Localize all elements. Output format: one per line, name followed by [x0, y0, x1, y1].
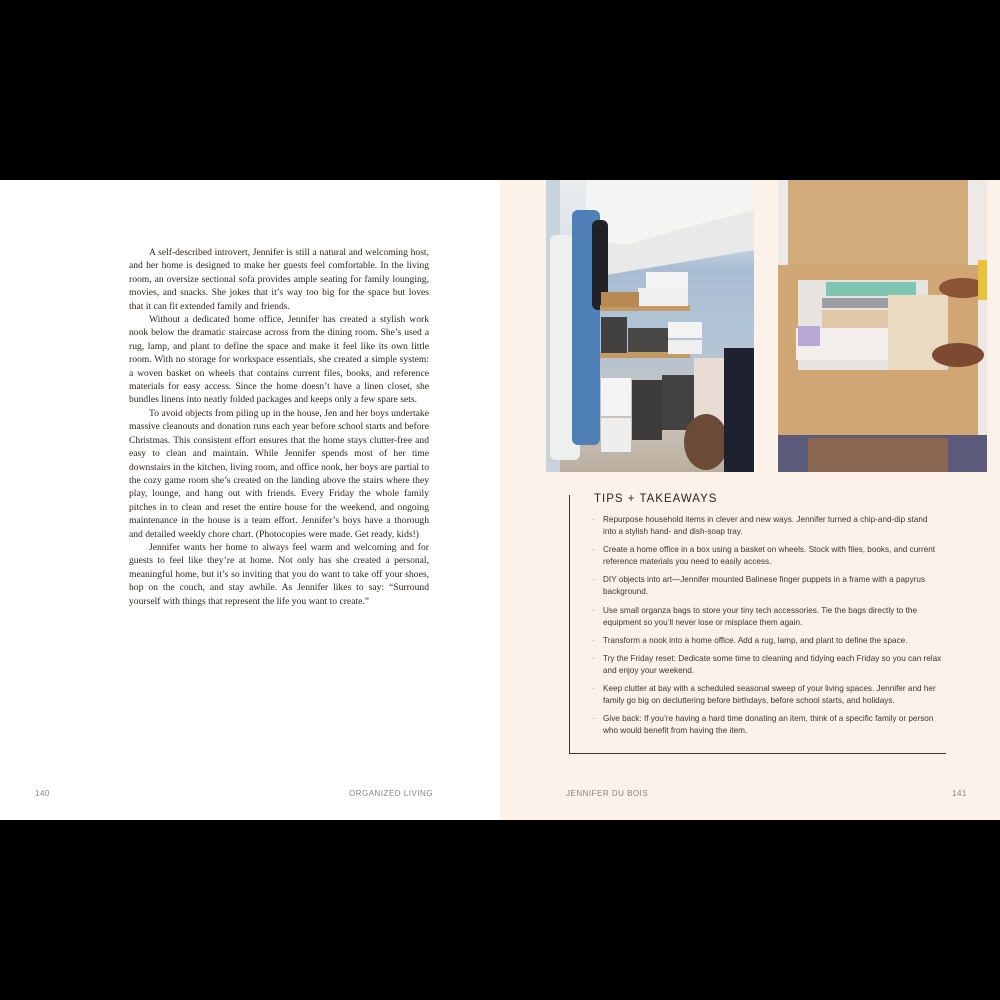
tip-item: [592, 544, 942, 568]
bullet-icon: ·: [592, 515, 595, 524]
book-spread: [0, 180, 1000, 820]
bullet-icon: ·: [592, 635, 595, 645]
tip-item: [592, 683, 942, 707]
bullet-icon: ·: [592, 684, 595, 694]
paragraph: Without a dedicated home office, Jennifer has created a stylish work nook below the dramatic staircase across from the dining room. She’s used a rug, lamp, and plant to define the space and make it feel like its own little room. With no storage for workspace essentials, she created a simple system: a woven basket on wheels that contains current files, books, and reference materials for easy access. Since the home doesn’t have a linen closet, she bundles linens into neatly folded packages and keeps only a few spare sets.: [129, 314, 429, 406]
tip-item: [592, 605, 942, 629]
left-page: [0, 180, 500, 820]
tip-text: Use small organza bags to store your tiny tech accessories. Tie the bags directly to the equipment so you’ll never lose or misplace them again.: [603, 605, 918, 627]
tip-text: DIY objects into art—Jennifer mounted Balinese finger puppets in a frame with a papyrus background.: [603, 575, 926, 597]
basket-illustration: [778, 180, 987, 472]
tip-text: Give back: If you’re having a hard time donating an item, think of a specific family or person who would benefit from having the item.: [603, 714, 934, 736]
tip-item: [592, 635, 942, 647]
right-page: [500, 180, 1000, 820]
tip-item: [592, 653, 942, 677]
running-head-right: JENNIFER DU BOIS: [566, 789, 649, 798]
tip-text: Keep clutter at bay with a scheduled seasonal sweep of your living spaces. Jennifer and her family go big on decluttering before birthdays, before school starts, and holidays.: [603, 684, 936, 706]
bullet-icon: ·: [592, 545, 595, 555]
bullet-icon: ·: [592, 605, 595, 615]
body-text: [129, 246, 429, 608]
tip-text: Transform a nook into a home office. Add a rug, lamp, and plant to define the space.: [603, 635, 908, 645]
bullet-icon: ·: [592, 575, 595, 585]
paragraph: A self-described introvert, Jennifer is still a natural and welcoming host, and her home is designed to make her guests feel comfortable. In the living room, an oversize sectional sofa provides ample seating for family lounging, movies, and snacks. She jokes that it’s way too big for the space but loves that it can fit extended family and friends.: [129, 247, 429, 312]
closet-illustration: [546, 180, 754, 472]
tip-text: Try the Friday reset: Dedicate some time to cleaning and tidying each Friday so you can relax and enjoy your weekend.: [603, 653, 942, 675]
woven-file-basket-photo: [778, 180, 987, 472]
understair-closet-photo: [546, 180, 754, 472]
tips-list: [592, 514, 942, 744]
tips-title: TIPS + TAKEAWAYS: [594, 493, 718, 505]
tip-item: [592, 713, 942, 737]
paragraph: To avoid objects from piling up in the house, Jen and her boys undertake massive cleanouts and donation runs each year before school starts and before Christmas. This consistent effort ensures that the home stays clutter-free and easy to clean and maintain. While Jennifer spends most of her time downstairs in the kitchen, living room, and office nook, her boys are partial to the cozy game room she’s created on the landing above the stairs where they play, lounge, and hang out with friends. Every Friday the whole family pitches in to clean and reset the entire house for the weekend, and ongoing maintenance in the house is a team effort. Jennifer’s boys have a thorough and detailed weekly chore chart. (Photocopies were made. Get ready, kids!): [129, 407, 429, 540]
bullet-icon: ·: [592, 653, 595, 663]
tip-item: [592, 514, 942, 538]
page-number-right: 141: [952, 789, 967, 798]
page-number-left: 140: [35, 789, 50, 798]
running-head-left: ORGANIZED LIVING: [349, 789, 434, 798]
tip-text: Create a home office in a box using a basket on wheels. Stock with files, books, and current reference materials you need to easily access.: [603, 545, 936, 567]
tip-text: Repurpose household items in clever and new ways. Jennifer turned a chip-and-dip stand into a stylish hand- and dish-soap tray.: [603, 515, 928, 536]
tip-item: [592, 574, 942, 598]
tips-takeaways-box: [569, 495, 946, 754]
bullet-icon: ·: [592, 714, 595, 724]
paragraph: Jennifer wants her home to always feel warm and welcoming and for guests to feel like they’re at home. Not only has she created a personal, meaningful home, but it’s so inviting that you do want to take off your shoes, hop on the couch, and stay awhile. As Jennifer likes to say: “Surround yourself with things that represent the life you want to create.”: [129, 541, 429, 607]
